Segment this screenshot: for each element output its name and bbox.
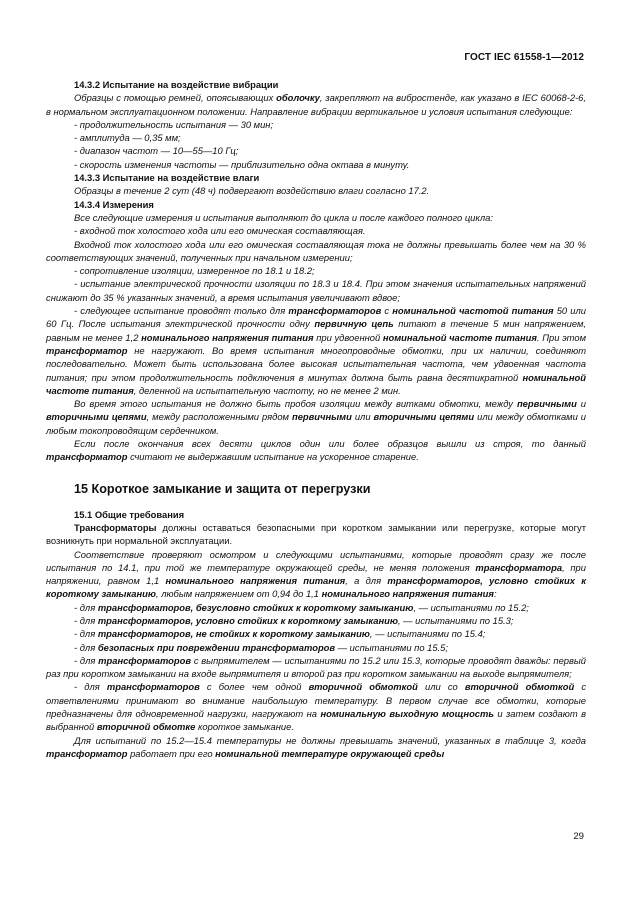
list-item: - амплитуда — 0,35 мм; bbox=[74, 132, 181, 144]
paragraph: Образцы в течение 2 сут (48 ч) подвергают воздействию влаги согласно 17.2. bbox=[74, 185, 430, 197]
paragraph: Образцы с помощью ремней, опоясывающих оболочку, закрепляют на вибростенде, как указано в IEC 60068-2-6, в нормальном эксплуатационном положении. Направление вибрации вертикальное и условия испытания следующие: bbox=[46, 92, 586, 117]
list-item: - для безопасных при повреждении трансформаторов — испытаниями по 15.5; bbox=[74, 641, 448, 653]
standard-header: ГОСТ IEC 61558-1—2012 bbox=[464, 52, 584, 63]
section-heading-15-1: 15.1 Общие требования bbox=[74, 508, 185, 520]
paragraph: Все следующие измерения и испытания выполняют до цикла и после каждого полного цикла: bbox=[74, 211, 493, 223]
list-item: - продолжительность испытания — 30 мин; bbox=[74, 118, 274, 130]
list-item: - для трансформаторов с более чем одной вторичной обмоткой или со вторичной обмоткой с ответвлениями принимают во внимание наибольшую температуру. В первом случае все обмотки, которые предназначены для одновременной нагрузки, нагружают на номинальную выходную мощность и затем создают в выбранной вторичной обмотке короткое замыкание. bbox=[46, 681, 587, 733]
paragraph: Соответствие проверяют осмотром и следующими испытаниями, которые проводят сразу же после испытания по 14.1, при той же температуре окружающей среды, не меняя положения трансформатора, при напряжении, равном 1,1 номинального напряжения питания, а для трансформаторов, условно стойких к короткому замыканию, любым напряжением от 0,94 до 1,1 номинального напряжения питания: bbox=[46, 548, 586, 600]
list-item: - для трансформаторов, не стойких к короткому замыканию, — испытаниями по 15.4; bbox=[74, 628, 486, 640]
list-item: - диапазон частот — 10—55—10 Гц; bbox=[74, 145, 239, 157]
list-item: - входной ток холостого хода или его омическая составляющая. bbox=[74, 225, 366, 237]
section-heading-15: 15 Короткое замыкание и защита от перегрузки bbox=[74, 481, 371, 496]
paragraph: Входной ток холостого хода или его омическая составляющая тока не должны превышать более чем на 30 % соответствующих значений, полученных при начальном измерении; bbox=[46, 238, 586, 263]
list-item: - для трансформаторов, условно стойких к короткому замыканию, — испытаниями по 15.3; bbox=[74, 614, 514, 626]
paragraph: Трансформаторы должны оставаться безопасными при коротком замыкании или перегрузке, которые могут возникнуть при нормальной эксплуатации. bbox=[46, 521, 586, 547]
list-item: - для трансформаторов, безусловно стойких к короткому замыканию, — испытаниями по 15.2; bbox=[74, 601, 529, 613]
section-heading-14-3-2: 14.3.2 Испытание на воздействие вибрации bbox=[74, 79, 279, 90]
section-heading-14-3-3: 14.3.3 Испытание на воздействие влаги bbox=[74, 172, 260, 184]
section-heading-14-3-4: 14.3.4 Измерения bbox=[74, 198, 154, 210]
list-item: - сопротивление изоляции, измеренное по 18.1 и 18.2; bbox=[74, 265, 315, 277]
paragraph: Во время этого испытания не должно быть пробоя изоляции между витками обмотки, между первичными и вторичными цепями, между расположенными рядом первичными или вторичными цепями или между обмотками и любым токопроводящим сердечником. bbox=[46, 398, 587, 436]
paragraph: Для испытаний по 15.2—15.4 температуры не должны превышать значений, указанных в таблице 3, когда трансформатор работает при его номинальной температуре окружающей среды bbox=[46, 734, 586, 759]
paragraph: Если после окончания всех десяти циклов один или более образцов вышли из строя, то данный трансформатор считают не выдержавшим испытание на ускоренное старение. bbox=[46, 438, 586, 463]
page-content bbox=[46, 78, 586, 760]
list-item: - для трансформаторов с выпрямителем — испытаниями по 15.2 или 15.3, которые проводят дважды: первый раз при коротком замыкании на входе выпрямителя и второй раз при коротком замыкании на выходе выпрямителя; bbox=[46, 654, 587, 680]
page-number: 29 bbox=[573, 831, 584, 842]
list-item: - следующее испытание проводят только для трансформаторов с номинальной частотой питания 50 или 60 Гц. После испытания электрической прочности одну первичную цепь питают в течение 5 мин напряжением, равным не менее 1,2 номинального напряжения питания при удвоенной номинальной частоте питания. При этом трансформатор не нагружают. Во время испытания многопроводные обмотки, при их наличии, соединяют последовательно. Может быть использована более высокая испытательная частота, чем удвоенная частота питания; при этом продолжительность подключения в минутах должна быть равна десятикратной номинальной частоте питания, деленной на испытательную частоту, но не менее 2 мин. bbox=[46, 305, 587, 396]
list-item: - скорость изменения частоты — приблизительно одна октава в минуту. bbox=[74, 158, 410, 170]
list-item: - испытание электрической прочности изоляции по 18.3 и 18.4. При этом значения испытательных напряжений снижают до 35 % указанных значений, а время испытания увеличивают вдвое; bbox=[46, 278, 586, 303]
